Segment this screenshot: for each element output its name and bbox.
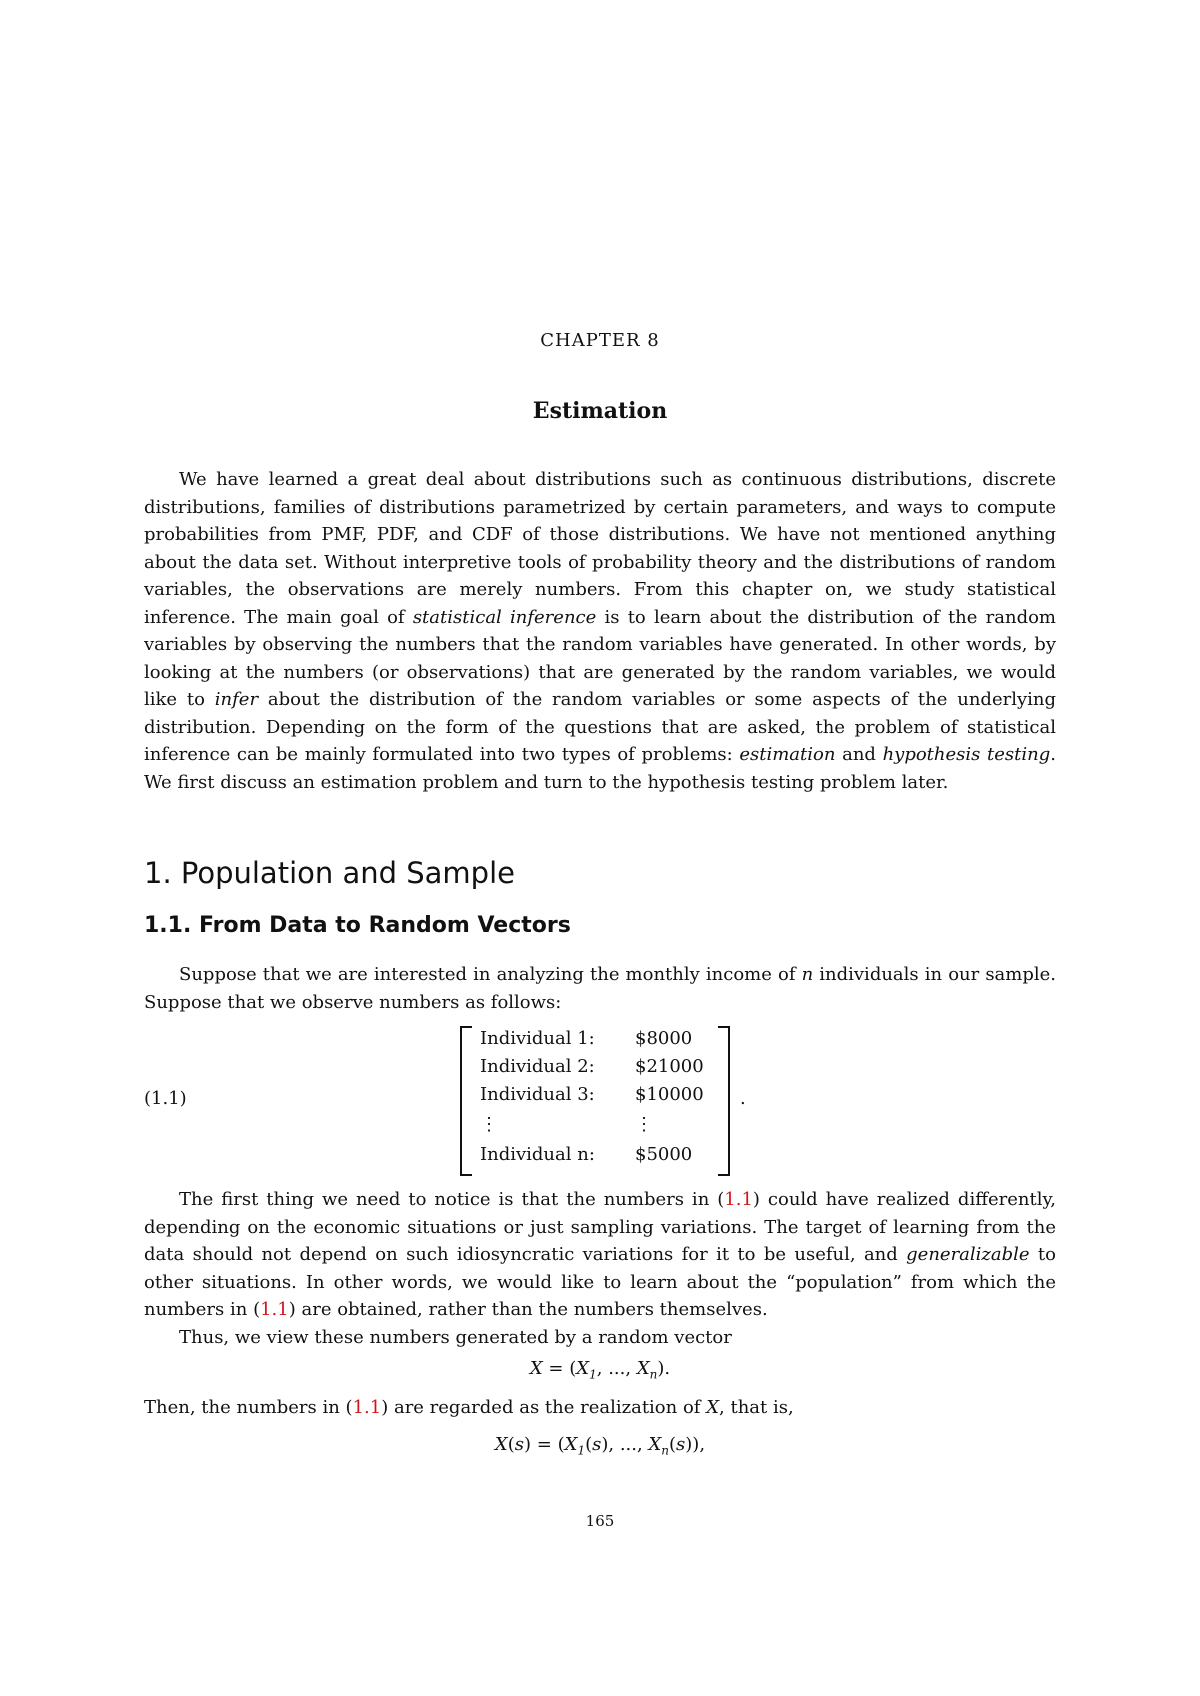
equation-realization: $X(s) = (X_1(s)$, ..., $X_n(s)$), xyxy=(494,1434,706,1458)
realization-paragraph: Then, the numbers in (1.1) are regarded as the realization of X, that is, xyxy=(144,1397,794,1418)
matrix-row: Individual 2: $21000 xyxy=(480,1056,704,1077)
vdots: ⋮ xyxy=(635,1114,653,1135)
population-paragraph: The first thing we need to notice is that the numbers in (1.1) could have realized differently, depending on the economic situations or just sampling variations. The target of learning from the data should not depend on such idiosyncratic variations for it to be useful, and generalizable to other situations. In other words, we would like to learn about the “population” from which the numbers in (1.1) are obtained, rather than the numbers themselves. xyxy=(144,1189,1056,1320)
term-infer: infer xyxy=(214,689,259,710)
left-bracket xyxy=(460,1026,472,1176)
vdots: ⋮ xyxy=(480,1114,498,1135)
subsection-heading: 1.1. From Data to Random Vectors xyxy=(144,913,571,938)
intro-paragraph: We have learned a great deal about distributions such as continuous distributions, discrete distributions, families of distributions parametrized by certain parameters, and ways to compute probabilities from PMF, PDF, and CDF of those distributions. We have not mentioned anything about the data set. Without interpretive tools of probability theory and the distributions of random variables, the observations are merely numbers. From this chapter on, we study statistical inference. The main goal of statistical inference is to learn about the distribution of the random variables by observing the numbers that the random variables have generated. In other words, by looking at the numbers (or observations) that are generated by the random variables, we would like to infer about the distribution of the random variables or some aspects of the underlying distribution. Depending on the form of the questions that are asked, the problem of statistical inference can be mainly formulated into two types of problems: estimation and hypothesis testing. We first discuss an estimation problem and turn to the hypothesis testing problem later. xyxy=(144,469,1056,793)
income-matrix xyxy=(460,1026,730,1174)
equation-ref-link[interactable]: 1.1 xyxy=(260,1299,289,1320)
page-number: 165 xyxy=(585,1512,615,1530)
section-heading: 1. Population and Sample xyxy=(144,856,515,890)
population-paragraph-block xyxy=(144,1186,1056,1351)
term-estimation: estimation xyxy=(739,744,836,765)
equation-random-vector: $X = (X_1$, ..., $X_n$). xyxy=(529,1358,671,1382)
realization-paragraph-block xyxy=(144,1394,1056,1422)
term-hypothesis-testing: hypothesis testing xyxy=(882,744,1051,765)
matrix-row: Individual 3: $10000 xyxy=(480,1084,704,1105)
sample-paragraph: Suppose that we are interested in analyzing the monthly income of n individuals in our sample. Suppose that we observe numbers as follows: xyxy=(144,964,1057,1013)
matrix-row: Individual n: $5000 xyxy=(480,1144,693,1165)
equation-label: (1.1) xyxy=(144,1088,187,1109)
chapter-label: CHAPTER 8 xyxy=(540,330,660,351)
right-bracket xyxy=(718,1026,730,1176)
random-vector-paragraph: Thus, we view these numbers generated by a random vector xyxy=(179,1326,732,1348)
equation-ref-link[interactable]: 1.1 xyxy=(724,1189,753,1210)
equation-ref-link[interactable]: 1.1 xyxy=(352,1397,382,1418)
term-statistical-inference: statistical inference xyxy=(412,606,597,628)
matrix-period: . xyxy=(740,1088,746,1109)
sample-paragraph-block xyxy=(144,961,1056,1016)
intro-paragraph-block xyxy=(144,466,1056,796)
chapter-title: Estimation xyxy=(532,398,668,424)
matrix-vdots-row xyxy=(480,1114,653,1135)
matrix-row: Individual 1: $8000 xyxy=(480,1028,693,1049)
